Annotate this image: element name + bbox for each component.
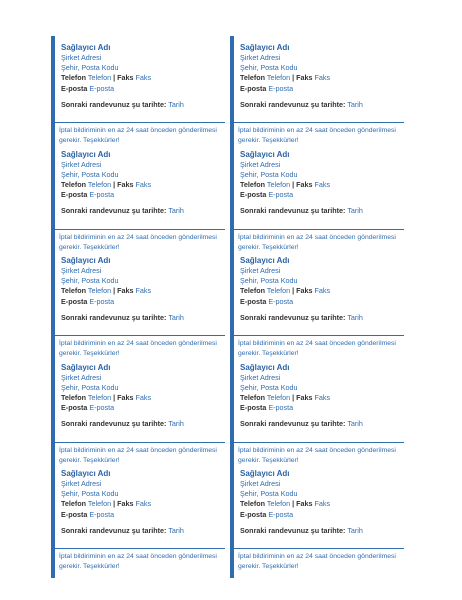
separator: | bbox=[292, 73, 295, 83]
email-value: E-posta bbox=[268, 190, 294, 200]
divider-line bbox=[55, 548, 225, 549]
email-line bbox=[240, 297, 404, 307]
fax-value: Faks bbox=[314, 179, 331, 189]
next-appointment-label: Sonraki randevunuz şu tarihte: bbox=[240, 312, 346, 322]
divider-line bbox=[55, 442, 225, 443]
cancellation-notice: İptal bildiriminin en az 24 saat önceden gönderilmesi gerekir. Teşekkürler! bbox=[59, 340, 217, 357]
appointment-card bbox=[55, 356, 225, 464]
card-body bbox=[240, 149, 404, 217]
appointment-card bbox=[234, 36, 404, 144]
fax-label: Faks bbox=[117, 286, 134, 296]
phone-label: Telefon bbox=[240, 179, 266, 189]
email-line bbox=[61, 403, 225, 413]
divider-line bbox=[234, 335, 404, 336]
company-address: Şirket Adresi bbox=[240, 266, 281, 275]
city-postal-code: Şehir, Posta Kodu bbox=[61, 382, 119, 392]
next-appointment-label: Sonraki randevunuz şu tarihte: bbox=[240, 99, 346, 109]
separator: | bbox=[113, 499, 116, 509]
fax-label: Faks bbox=[117, 73, 134, 83]
phone-fax-line bbox=[61, 180, 225, 190]
provider-name: Sağlayıcı Adı bbox=[240, 256, 290, 265]
next-appointment-date: Tarih bbox=[168, 525, 184, 535]
divider-line bbox=[234, 548, 404, 549]
fax-value: Faks bbox=[314, 73, 331, 83]
separator: | bbox=[113, 73, 116, 83]
phone-label: Telefon bbox=[240, 499, 266, 509]
appointment-card bbox=[234, 143, 404, 251]
next-appointment-date: Tarih bbox=[347, 206, 363, 216]
phone-fax-line bbox=[61, 286, 225, 296]
company-address: Şirket Adresi bbox=[61, 159, 102, 169]
email-line bbox=[240, 190, 404, 200]
email-label: E-posta bbox=[61, 403, 88, 413]
card-body bbox=[61, 149, 225, 217]
email-line bbox=[240, 510, 404, 520]
next-appointment-date: Tarih bbox=[168, 419, 184, 429]
card-body bbox=[61, 42, 225, 110]
divider-line bbox=[234, 122, 404, 123]
city-postal-code: Şehir, Posta Kodu bbox=[240, 276, 298, 286]
email-line bbox=[61, 510, 225, 520]
city-postal-code: Şehir, Posta Kodu bbox=[240, 63, 298, 73]
separator: | bbox=[292, 286, 295, 296]
fax-label: Faks bbox=[117, 392, 134, 402]
phone-fax-line bbox=[61, 499, 225, 509]
divider-line bbox=[234, 229, 404, 230]
next-appointment-line bbox=[240, 206, 404, 216]
next-appointment-line bbox=[61, 313, 225, 323]
provider-name: Sağlayıcı Adı bbox=[240, 43, 290, 52]
fax-value: Faks bbox=[314, 286, 331, 296]
phone-label: Telefon bbox=[61, 73, 87, 83]
phone-value: Telefon bbox=[266, 73, 291, 83]
email-value: E-posta bbox=[89, 296, 115, 306]
card-body bbox=[61, 468, 225, 536]
fax-value: Faks bbox=[314, 392, 331, 402]
next-appointment-label: Sonraki randevunuz şu tarihte: bbox=[61, 99, 167, 109]
city-postal-code: Şehir, Posta Kodu bbox=[61, 489, 119, 499]
phone-value: Telefon bbox=[87, 179, 112, 189]
email-label: E-posta bbox=[240, 83, 267, 93]
phone-fax-line bbox=[61, 393, 225, 403]
next-appointment-date: Tarih bbox=[347, 99, 363, 109]
email-line bbox=[61, 84, 225, 94]
divider-line bbox=[55, 122, 225, 123]
phone-label: Telefon bbox=[61, 286, 87, 296]
cancellation-notice: İptal bildiriminin en az 24 saat önceden gönderilmesi gerekir. Teşekkürler! bbox=[238, 127, 396, 144]
next-appointment-line bbox=[240, 419, 404, 429]
next-appointment-label: Sonraki randevunuz şu tarihte: bbox=[61, 525, 167, 535]
next-appointment-line bbox=[240, 100, 404, 110]
next-appointment-label: Sonraki randevunuz şu tarihte: bbox=[61, 419, 167, 429]
company-address: Şirket Adresi bbox=[240, 159, 281, 169]
next-appointment-label: Sonraki randevunuz şu tarihte: bbox=[240, 419, 346, 429]
fax-value: Faks bbox=[135, 286, 152, 296]
company-address: Şirket Adresi bbox=[61, 266, 102, 275]
fax-value: Faks bbox=[135, 179, 152, 189]
cancellation-notice: İptal bildiriminin en az 24 saat önceden gönderilmesi gerekir. Teşekkürler! bbox=[59, 446, 217, 464]
email-line bbox=[240, 84, 404, 94]
fax-value: Faks bbox=[314, 499, 331, 509]
fax-label: Faks bbox=[296, 179, 313, 189]
next-appointment-line bbox=[61, 526, 225, 536]
divider-line bbox=[234, 442, 404, 443]
separator: | bbox=[113, 179, 116, 189]
card-body bbox=[61, 255, 225, 323]
fax-label: Faks bbox=[117, 179, 134, 189]
fax-value: Faks bbox=[135, 73, 152, 83]
separator: | bbox=[113, 392, 116, 402]
separator: | bbox=[292, 179, 295, 189]
company-address: Şirket Adresi bbox=[61, 372, 102, 382]
cancellation-notice: İptal bildiriminin en az 24 saat önceden gönderilmesi gerekir. Teşekkürler! bbox=[238, 446, 396, 464]
next-appointment-line bbox=[61, 100, 225, 110]
appointment-card bbox=[55, 249, 225, 357]
phone-label: Telefon bbox=[61, 179, 87, 189]
provider-name: Sağlayıcı Adı bbox=[240, 469, 290, 478]
email-label: E-posta bbox=[61, 190, 88, 200]
card-body bbox=[240, 42, 404, 110]
card-body bbox=[240, 255, 404, 323]
email-label: E-posta bbox=[240, 509, 267, 519]
email-value: E-posta bbox=[268, 83, 294, 93]
phone-value: Telefon bbox=[266, 499, 291, 509]
next-appointment-date: Tarih bbox=[168, 312, 184, 322]
appointment-card bbox=[234, 462, 404, 570]
email-label: E-posta bbox=[61, 83, 88, 93]
provider-name: Sağlayıcı Adı bbox=[61, 469, 111, 478]
email-label: E-posta bbox=[240, 403, 267, 413]
phone-fax-line bbox=[61, 73, 225, 83]
city-postal-code: Şehir, Posta Kodu bbox=[61, 63, 119, 73]
email-value: E-posta bbox=[89, 190, 115, 200]
email-label: E-posta bbox=[61, 296, 88, 306]
cancellation-notice: İptal bildiriminin en az 24 saat önceden gönderilmesi gerekir. Teşekkürler! bbox=[59, 233, 217, 251]
provider-name: Sağlayıcı Adı bbox=[240, 362, 290, 372]
phone-value: Telefon bbox=[87, 286, 112, 296]
city-postal-code: Şehir, Posta Kodu bbox=[61, 169, 119, 179]
card-body bbox=[240, 362, 404, 430]
appointment-card bbox=[55, 143, 225, 251]
city-postal-code: Şehir, Posta Kodu bbox=[61, 276, 119, 286]
cancellation-notice: İptal bildiriminin en az 24 saat önceden gönderilmesi gerekir. Teşekkürler! bbox=[238, 233, 396, 251]
next-appointment-date: Tarih bbox=[347, 419, 363, 429]
next-appointment-line bbox=[61, 419, 225, 429]
separator: | bbox=[292, 499, 295, 509]
company-address: Şirket Adresi bbox=[240, 53, 281, 62]
phone-fax-line bbox=[240, 499, 404, 509]
fax-value: Faks bbox=[135, 499, 152, 509]
phone-value: Telefon bbox=[87, 73, 112, 83]
phone-value: Telefon bbox=[266, 392, 291, 402]
email-value: E-posta bbox=[89, 403, 115, 413]
email-label: E-posta bbox=[240, 190, 267, 200]
next-appointment-date: Tarih bbox=[347, 525, 363, 535]
fax-label: Faks bbox=[296, 499, 313, 509]
fax-label: Faks bbox=[296, 286, 313, 296]
next-appointment-date: Tarih bbox=[168, 99, 184, 109]
phone-fax-line bbox=[240, 73, 404, 83]
phone-value: Telefon bbox=[87, 499, 112, 509]
card-column-right bbox=[230, 36, 404, 578]
fax-label: Faks bbox=[117, 499, 134, 509]
provider-name: Sağlayıcı Adı bbox=[61, 256, 111, 265]
next-appointment-line bbox=[61, 206, 225, 216]
fax-value: Faks bbox=[135, 392, 152, 402]
provider-name: Sağlayıcı Adı bbox=[240, 149, 290, 159]
phone-label: Telefon bbox=[240, 286, 266, 296]
next-appointment-date: Tarih bbox=[347, 312, 363, 322]
provider-name: Sağlayıcı Adı bbox=[61, 362, 111, 372]
separator: | bbox=[292, 392, 295, 402]
phone-fax-line bbox=[240, 286, 404, 296]
next-appointment-label: Sonraki randevunuz şu tarihte: bbox=[61, 206, 167, 216]
card-column-left bbox=[51, 36, 225, 578]
email-value: E-posta bbox=[89, 509, 115, 519]
next-appointment-date: Tarih bbox=[168, 206, 184, 216]
cancellation-notice: İptal bildiriminin en az 24 saat önceden gönderilmesi gerekir. Teşekkürler! bbox=[238, 340, 396, 357]
phone-value: Telefon bbox=[266, 286, 291, 296]
phone-label: Telefon bbox=[61, 499, 87, 509]
phone-fax-line bbox=[240, 180, 404, 190]
next-appointment-line bbox=[240, 313, 404, 323]
cancellation-notice: İptal bildiriminin en az 24 saat önceden gönderilmesi gerekir. Teşekkürler! bbox=[59, 553, 217, 570]
email-line bbox=[240, 403, 404, 413]
city-postal-code: Şehir, Posta Kodu bbox=[240, 489, 298, 499]
cancellation-notice: İptal bildiriminin en az 24 saat önceden gönderilmesi gerekir. Teşekkürler! bbox=[59, 127, 217, 144]
phone-label: Telefon bbox=[240, 392, 266, 402]
provider-name: Sağlayıcı Adı bbox=[61, 149, 111, 159]
provider-name: Sağlayıcı Adı bbox=[61, 43, 111, 52]
phone-label: Telefon bbox=[61, 392, 87, 402]
phone-value: Telefon bbox=[87, 392, 112, 402]
next-appointment-line bbox=[240, 526, 404, 536]
fax-label: Faks bbox=[296, 392, 313, 402]
fax-label: Faks bbox=[296, 73, 313, 83]
card-body bbox=[240, 468, 404, 536]
divider-line bbox=[55, 229, 225, 230]
email-value: E-posta bbox=[89, 83, 115, 93]
appointment-card bbox=[234, 356, 404, 464]
phone-fax-line bbox=[240, 393, 404, 403]
next-appointment-label: Sonraki randevunuz şu tarihte: bbox=[240, 206, 346, 216]
separator: | bbox=[113, 286, 116, 296]
email-value: E-posta bbox=[268, 403, 294, 413]
email-value: E-posta bbox=[268, 296, 294, 306]
divider-line bbox=[55, 335, 225, 336]
email-value: E-posta bbox=[268, 509, 294, 519]
phone-label: Telefon bbox=[240, 73, 266, 83]
email-label: E-posta bbox=[61, 509, 88, 519]
appointment-card bbox=[234, 249, 404, 357]
next-appointment-label: Sonraki randevunuz şu tarihte: bbox=[240, 525, 346, 535]
appointment-card bbox=[55, 462, 225, 570]
email-label: E-posta bbox=[240, 296, 267, 306]
phone-value: Telefon bbox=[266, 179, 291, 189]
appointment-card bbox=[55, 36, 225, 144]
company-address: Şirket Adresi bbox=[61, 479, 102, 488]
company-address: Şirket Adresi bbox=[61, 53, 102, 62]
card-body bbox=[61, 362, 225, 430]
company-address: Şirket Adresi bbox=[240, 479, 281, 488]
city-postal-code: Şehir, Posta Kodu bbox=[240, 382, 298, 392]
email-line bbox=[61, 190, 225, 200]
email-line bbox=[61, 297, 225, 307]
company-address: Şirket Adresi bbox=[240, 372, 281, 382]
next-appointment-label: Sonraki randevunuz şu tarihte: bbox=[61, 312, 167, 322]
city-postal-code: Şehir, Posta Kodu bbox=[240, 169, 298, 179]
cancellation-notice: İptal bildiriminin en az 24 saat önceden gönderilmesi gerekir. Teşekkürler! bbox=[238, 553, 396, 570]
